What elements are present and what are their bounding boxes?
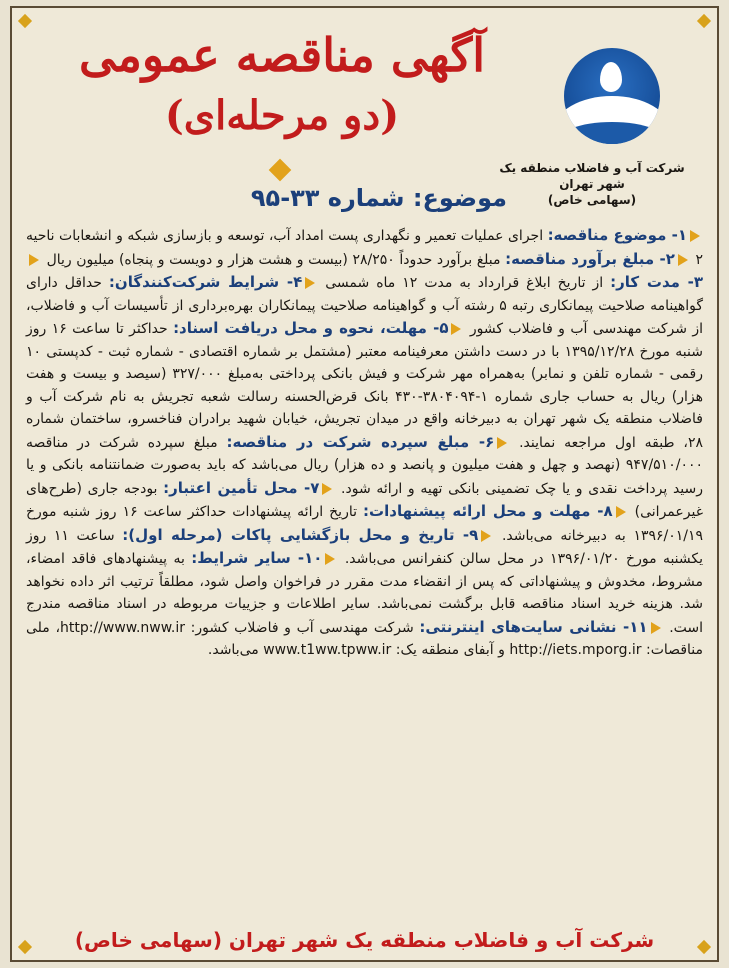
bullet-arrow-icon — [678, 254, 688, 266]
diamond-ornament-icon — [269, 159, 292, 182]
item-text: بودجه جاری (طرح‌های غیرعمرانی) — [26, 480, 704, 520]
title-main: آگهی مناقصه عمومی — [78, 28, 486, 82]
header — [12, 8, 717, 212]
item-heading: ۵- مهلت، نحوه و محل دریافت اسناد: — [173, 319, 449, 337]
water-logo-icon — [564, 48, 660, 144]
item-text: تاریخ ارائه پیشنهادات حداکثر ساعت ۱۶ روز شنبه مورخ ۱۳۹۶/۰۱/۱۹ به دبیرخانه می‌باشد. — [26, 504, 704, 544]
item-text: مبلغ سپرده شرکت در مناقصه ۹۴۷/۵۱۰/۰۰۰ (نهصد و چهل و هفت میلیون و پانصد و ده هزار) ریال می‌باشد که باید به‌صورت ضمانتنامه بانکی و یا رسید پرداخت نقدی و یا چک تضمینی بانکی تهیه و ارائه شود. — [26, 434, 704, 497]
subject-number: موضوع: شماره ۳۳-۹۵ — [250, 184, 507, 212]
item-text: شرکت مهندسی آب و فاضلاب کشور: http://www.nww.ir، ملی مناقصات: http://iets.mporg.ir و آبفای منطقه یک: www.t1ww.tpww.ir می‌باشد. — [26, 619, 703, 658]
item-text: اجرای عملیات تعمیر و نگهداری پست امداد آب، توسعه و بازسازی شبکه و انشعابات ناحیه ۲ — [26, 228, 704, 268]
item-text: به پیشنهادهای فاقد امضاء، مشروط، مخدوش و پیشنهاداتی که پس از انقضاء مدت مقرر در فراخوان واصل شود، مطلقاً ترتیب اثر داده نخواهد شد. هزینه خرید اسناد مناقصه قابل برگشت نمی‌باشد. سایر اطلاعات و جزییات مربوطه در اسناد مناقصه مندرج است. — [26, 551, 704, 636]
item-heading: ۳- مدت کار: — [610, 273, 704, 291]
item-heading: ۴- شرایط شرکت‌کنندگان: — [108, 273, 303, 291]
company-name — [487, 160, 697, 209]
footer-company: شرکت آب و فاضلاب منطقه یک شهر تهران (سهامی خاص) — [74, 928, 655, 952]
item-heading: ۷- محل تأمین اعتبار: — [163, 478, 320, 497]
item-text: حداقل دارای گواهینامه صلاحیت پیمانکاری رتبه ۵ رشته آب و گواهینامه صلاحیت پیمانکاران بهره‌برداری از تأسیسات آب و فاضلاب، از شرکت مهندسی آب و فاضلاب کشور — [26, 275, 703, 337]
item-heading: ۲- مبلغ برآورد مناقصه: — [505, 249, 675, 268]
bullet-arrow-icon — [451, 323, 461, 335]
bullet-arrow-icon — [305, 277, 315, 289]
item-heading: ۱۰- سایر شرایط: — [191, 549, 323, 567]
item-heading: ۹- تاریخ و محل بازگشایی پاکات (مرحله اول): — [122, 525, 479, 544]
bullet-arrow-icon — [29, 254, 39, 266]
item-heading: ۱- موضوع مناقصه: — [547, 226, 687, 244]
company-name-line2: (سهامی خاص) — [547, 193, 637, 208]
bullet-arrow-icon — [325, 553, 335, 565]
tender-body — [26, 224, 703, 662]
item-heading: ۸- مهلت و محل ارائه پیشنهادات: — [363, 502, 613, 520]
bullet-arrow-icon — [481, 530, 491, 542]
bullet-arrow-icon — [497, 437, 507, 449]
company-name-line1: شرکت آب و فاضلاب منطقه یک شهر تهران — [499, 161, 685, 192]
item-text: ساعت ۱۱ روز یکشنبه مورخ ۱۳۹۶/۰۱/۲۰ در محل سالن کنفرانس می‌باشد. — [26, 527, 704, 567]
title-sub: (دو مرحله‌ای) — [164, 92, 400, 139]
item-text: حداکثر تا ساعت ۱۶ روز شنبه مورخ ۱۳۹۵/۱۲/۲۸ با در دست داشتن معرفینامه معتبر (مشتمل بر شماره اقتصادی - شماره ثبت - کدپستی ۱۰ رقمی - شماره تلفن و نمابر) به‌همراه مهر شرکت و فیش بانکی پرداختی به‌مبلغ ۳۲۷/۰۰۰ (سیصد و بیست و هفت هزار) ریال به حساب جاری شماره ۱-۳۸۰۴۰۹۴-۴۳۰ بانک قرض‌الحسنه رسالت شعبه تجریش به نام شرکت آب و فاضلاب منطقه یک شهر تهران به دبیرخانه واقع در میدان تجریش، خیابان شهید برادران فناخسرو، ساختمان شماره ۲۸، طبقه اول مراجعه نمایند. — [26, 321, 704, 451]
bullet-arrow-icon — [616, 506, 626, 518]
bullet-arrow-icon — [651, 622, 661, 634]
item-heading: ۶- مبلغ سپرده شرکت در مناقصه: — [226, 432, 495, 451]
item-heading: ۱۱- نشانی سایت‌های اینترنتی: — [419, 617, 648, 636]
company-logo — [547, 48, 677, 144]
bullet-arrow-icon — [690, 230, 700, 242]
advertisement-frame — [10, 6, 719, 962]
item-text: مبلغ برآورد حدوداً ۲۸/۲۵۰ (بیست و هشت هزار و دویست و پنجاه) میلیون ریال — [46, 251, 501, 268]
bullet-arrow-icon — [322, 483, 332, 495]
item-text: از تاریخ ابلاغ قرارداد به مدت ۱۲ ماه شمسی — [325, 275, 604, 291]
